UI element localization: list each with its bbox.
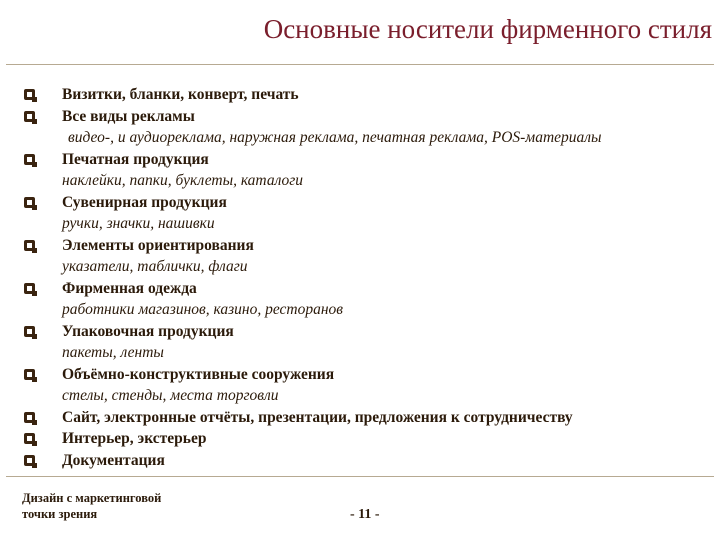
item-label: Визитки, бланки, конверт, печать [62,86,299,103]
list-item [0,364,720,407]
list-item [0,106,720,149]
item-label: Документация [62,451,165,469]
list-item [0,84,720,106]
checkbox-bullet-icon [24,433,35,444]
title-divider [6,64,714,65]
list-item [0,407,720,429]
item-label: Все виды рекламы [62,107,195,125]
item-label: Интерьер, экстерьер [62,430,207,447]
list-item [0,428,720,450]
item-label: Упаковочная продукция [62,322,234,340]
checkbox-bullet-icon [24,326,35,337]
footer-line: Дизайн с маркетинговой [22,491,162,505]
footer-line: точки зрения [22,507,98,521]
item-description: пакеты, ленты [62,344,164,361]
checkbox-bullet-icon [24,240,35,251]
checkbox-bullet-icon [24,89,35,100]
item-label: Печатная продукция [62,150,209,168]
list-item [0,278,720,321]
checkbox-bullet-icon [24,283,35,294]
checkbox-bullet-icon [24,455,35,466]
item-description: видео-, и аудиореклама, наружная реклама, печатная реклама, POS-материалы [68,129,602,146]
footer-caption [22,490,161,522]
list-item [0,321,720,364]
item-label: Сувенирная продукция [62,193,227,211]
item-description: работники магазинов, казино, ресторанов [62,301,344,318]
carrier-list [0,84,720,471]
item-description: наклейки, папки, буклеты, каталоги [62,172,304,189]
item-label: Фирменная одежда [62,279,197,297]
checkbox-bullet-icon [24,154,35,165]
item-label: Сайт, электронные отчёты, презентации, предложения к сотрудничеству [62,408,573,426]
checkbox-bullet-icon [24,412,35,423]
checkbox-bullet-icon [24,197,35,208]
item-description: ручки, значки, нашивки [62,215,215,232]
page-number: - 11 - [350,507,380,522]
list-item [0,192,720,235]
item-description: стелы, стенды, места торговли [62,387,279,404]
list-item [0,235,720,278]
list-item [0,450,720,472]
footer-divider [6,476,714,477]
list-item [0,149,720,192]
checkbox-bullet-icon [24,369,35,380]
checkbox-bullet-icon [24,111,35,122]
item-description: указатели, таблички, флаги [62,258,248,275]
item-label: Объёмно-конструктивные сооружения [62,365,335,383]
item-label: Элементы ориентирования [62,236,254,254]
slide-title: Основные носители фирменного стиля [263,14,712,44]
